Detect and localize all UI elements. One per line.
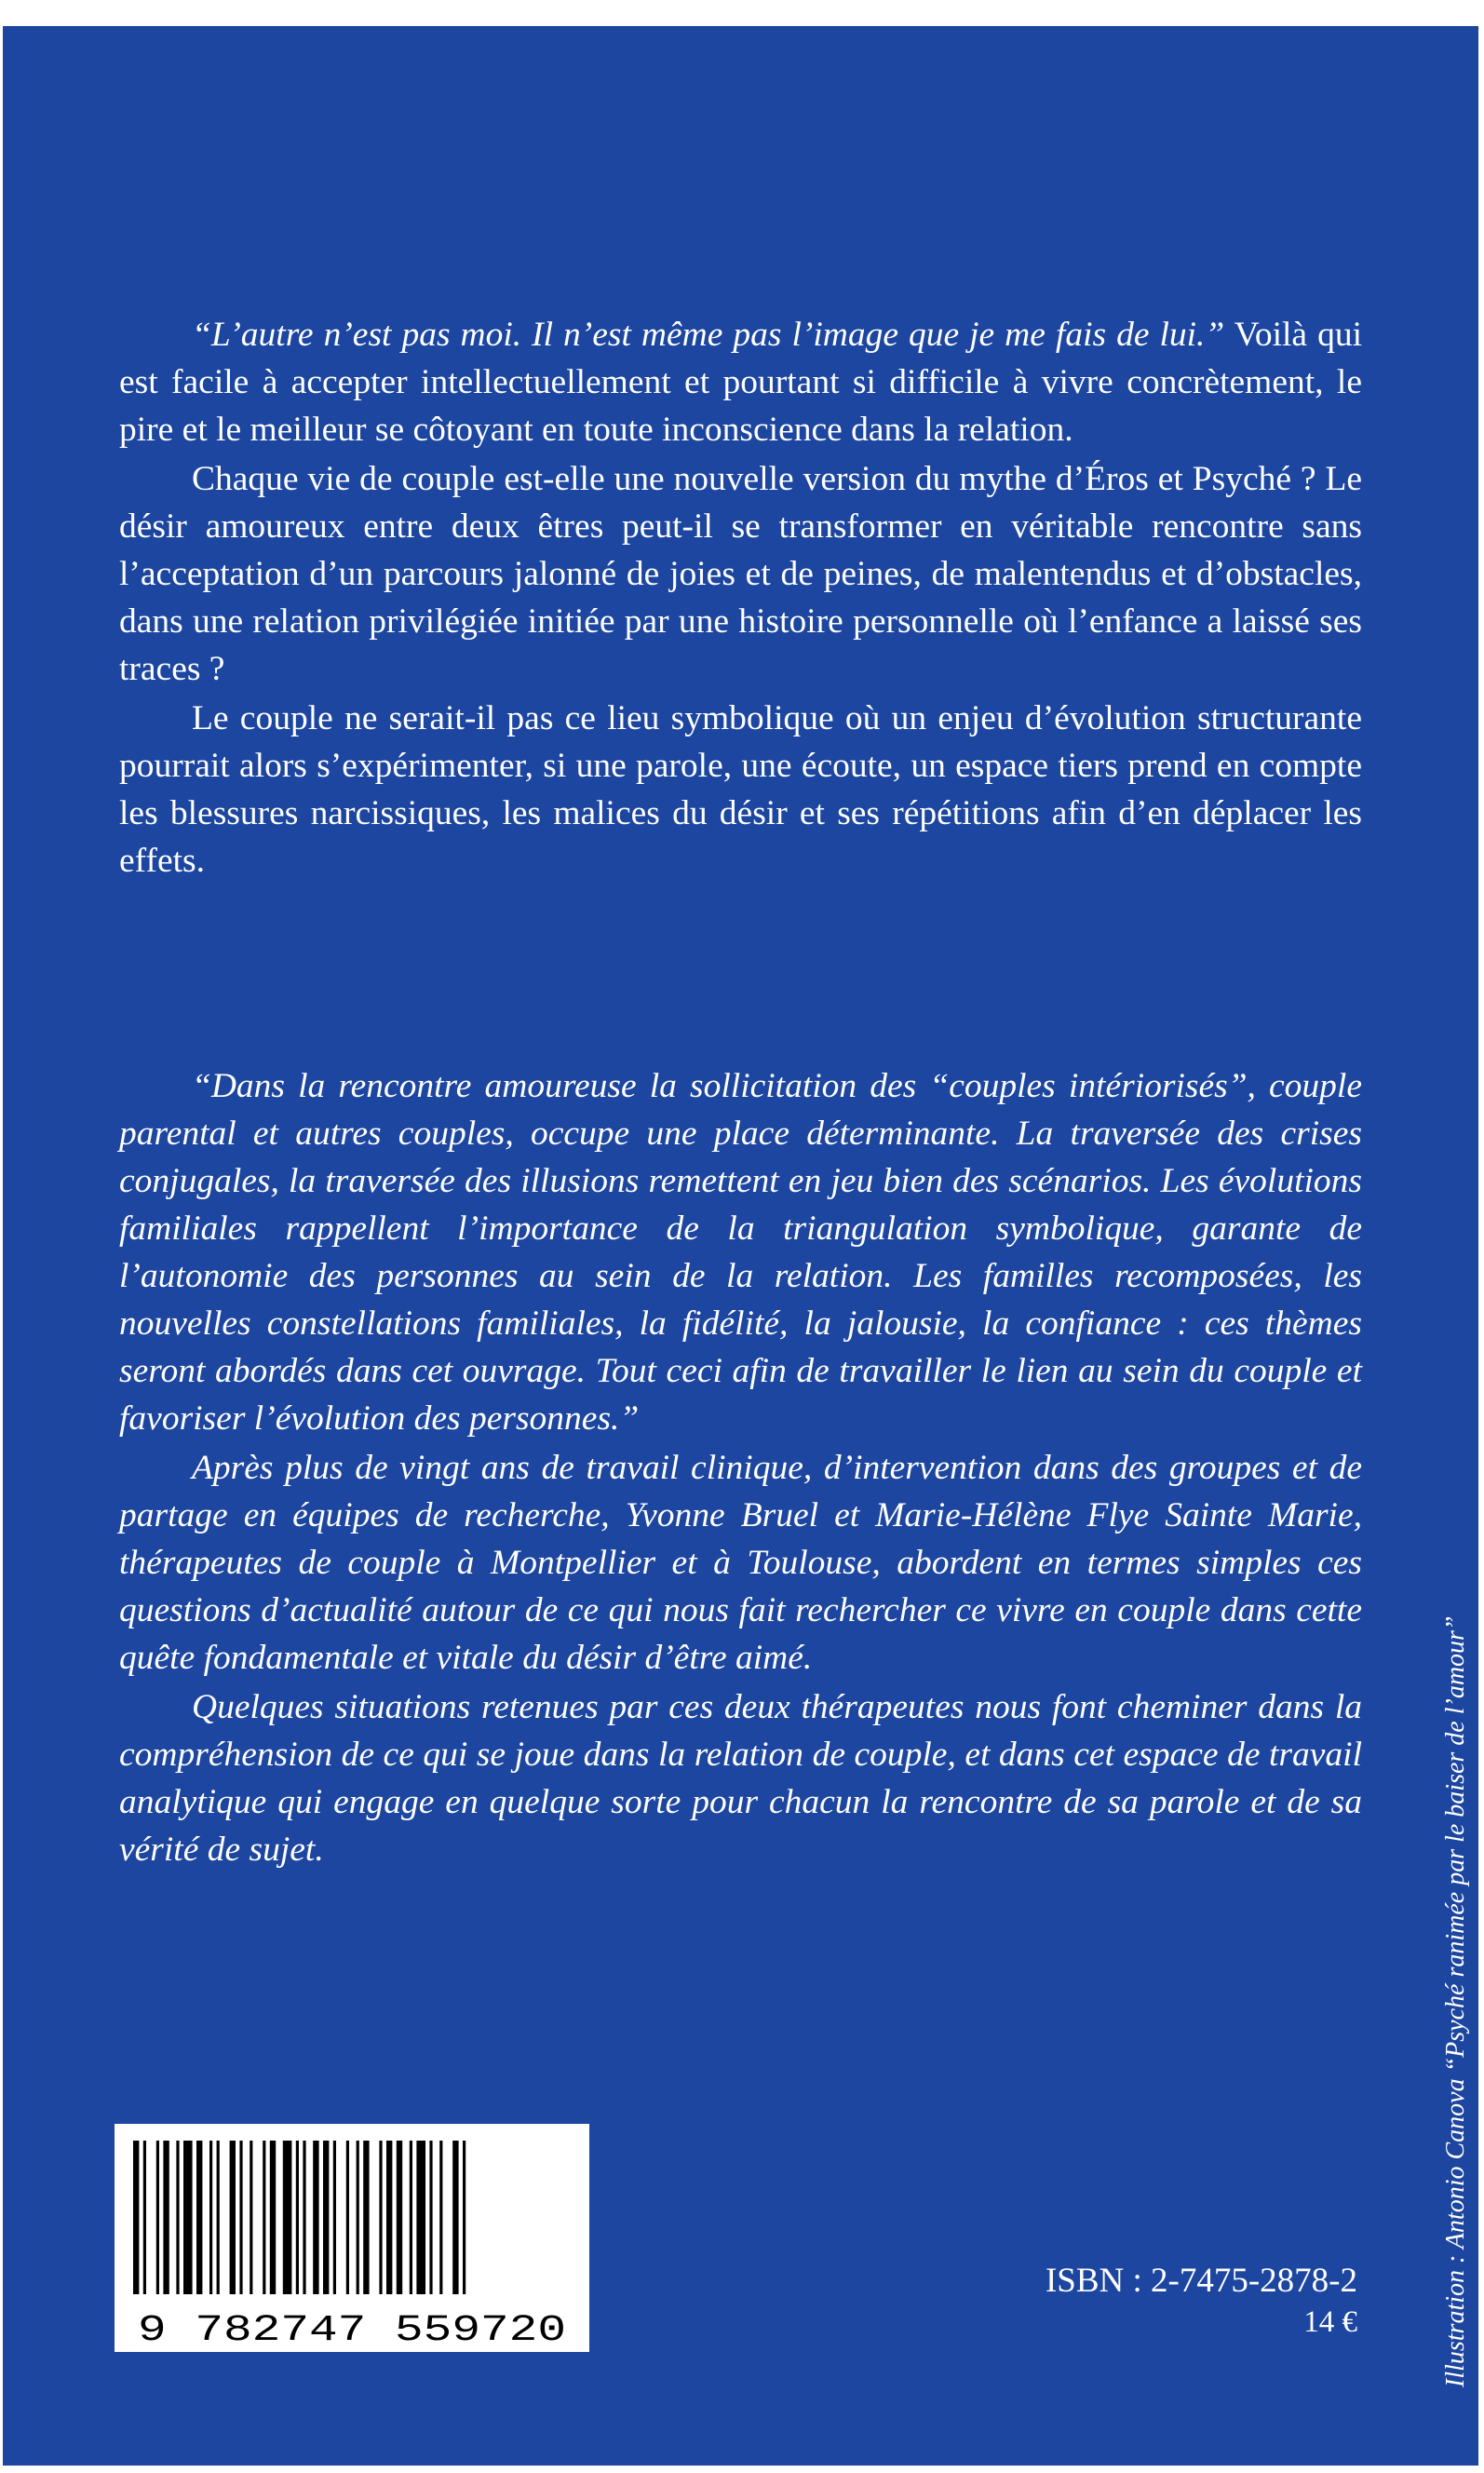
- summary-paragraph-2: Chaque vie de couple est-elle une nouvelle version du mythe d’Éros et Psyché ? Le désir amoureux entre deux êtres peut-il se transformer en véritable rencontre sans l’acceptation d’un parcours jalonné de joies et de peines, de malentendus et d’obstacles, dans une relation privilégiée initiée par une histoire personnelle où l’enfance a laissé ses traces ?: [119, 460, 1362, 688]
- barcode-bar: [163, 2141, 169, 2294]
- barcode: [115, 2124, 589, 2352]
- barcode-bar: [429, 2141, 432, 2294]
- description-paragraph-1: “Dans la rencontre amoureuse la sollicitation des “couples intériorisés”, couple parental et autres couples, occupe une place déterminante. La traversée des crises conjugales, la traversée des illusions remettent en jeu bien des scénarios. Les évolutions familiales rappellent l’importance de la triangulation symbolique, garante de l’autonomie des personnes au sein de la relation. Les familles recomposées, les nouvelles constellations familiales, la fidélité, la jalousie, la confiance : ces thèmes seront abordés dans cet ouvrage. Tout ceci afin de travailler le lien au sein du couple et favoriser l’évolution des personnes.”: [119, 1067, 1362, 1438]
- barcode-bar: [333, 2141, 336, 2294]
- summary-text: [119, 311, 1362, 886]
- barcode-bar: [303, 2141, 305, 2294]
- barcode-bar: [263, 2141, 265, 2294]
- barcode-bar: [183, 2141, 193, 2294]
- back-cover: [3, 26, 1478, 2466]
- barcode-bar: [143, 2141, 146, 2294]
- barcode-bar: [196, 2141, 202, 2294]
- barcode-bar: [397, 2141, 402, 2294]
- isbn-label: ISBN : 2-7475-2878-2: [1045, 2262, 1357, 2300]
- barcode-bar: [217, 2141, 220, 2294]
- barcode-bar: [386, 2141, 392, 2294]
- description-paragraph-2: Après plus de vingt ans de travail clinique, d’intervention dans des groupes et de partage en équipes de recherche, Yvonne Bruel et Marie-Hélène Flye Sainte Marie, thérapeutes de couple à Montpellier et à Toulouse, abordent en termes simples ces questions d’actualité autour de ce qui nous fait rechercher ce vivre en couple dans cette quête fondamentale et vitale du désir d’être aimé.: [119, 1449, 1362, 1677]
- barcode-bar: [239, 2141, 242, 2294]
- barcode-bar: [416, 2141, 425, 2294]
- barcode-bar: [156, 2141, 159, 2294]
- illustration-credit: Illustration : Antonio Canova “Psyché ranimée par le baiser de l’amour”: [1441, 1615, 1470, 2387]
- barcode-digits: 9 782747 559720: [138, 2310, 566, 2352]
- barcode-bar: [439, 2141, 442, 2294]
- barcode-bar: [379, 2141, 382, 2294]
- barcode-bar: [296, 2141, 299, 2294]
- barcode-bar: [209, 2141, 212, 2294]
- barcode-bar: [133, 2141, 139, 2294]
- barcode-bar: [176, 2141, 179, 2294]
- barcode-bar: [463, 2141, 465, 2294]
- summary-paragraph-3: Le couple ne serait-il pas ce lieu symbolique où un enjeu d’évolution structurante pourrait alors s’expérimenter, si une parole, une écoute, un espace tiers prend en compte les blessures narcissiques, les malices du désir et ses répétitions afin d’en déplacer les effets.: [119, 699, 1362, 880]
- barcode-image: [115, 2124, 589, 2352]
- barcode-bar: [410, 2141, 412, 2294]
- barcode-bar: [313, 2141, 318, 2294]
- opening-quote: “L’autre n’est pas moi. Il n’est même pas l’image que je me fais de lui.”: [192, 316, 1225, 354]
- description-paragraph-3: Quelques situations retenues par ces deux thérapeutes nous font cheminer dans la compréhension de ce qui se joue dans la relation de couple, et dans cet espace de travail analytique qui engage en quelque sorte pour chacun la rencontre de sa parole et de sa vérité de sujet.: [119, 1688, 1362, 1869]
- barcode-bar: [346, 2141, 349, 2294]
- description-text: [119, 1062, 1362, 1875]
- price-label: 14 €: [1303, 2305, 1357, 2339]
- barcode-bar: [230, 2141, 236, 2294]
- barcode-bar: [323, 2141, 329, 2294]
- barcode-bars: [133, 2141, 465, 2294]
- barcode-bar: [363, 2141, 369, 2294]
- barcode-bar: [283, 2141, 292, 2294]
- barcode-bar: [270, 2141, 276, 2294]
- barcode-bar: [452, 2141, 458, 2294]
- summary-paragraph-1: “L’autre n’est pas moi. Il n’est même pas l’image que je me fais de lui.” Voilà qui est facile à accepter intellectuellement et pourtant si difficile à vivre concrètement, le pire et le meilleur se côtoyant en toute inconscience dans la relation.: [119, 316, 1362, 449]
- barcode-bar: [357, 2141, 359, 2294]
- barcode-bar: [250, 2141, 252, 2294]
